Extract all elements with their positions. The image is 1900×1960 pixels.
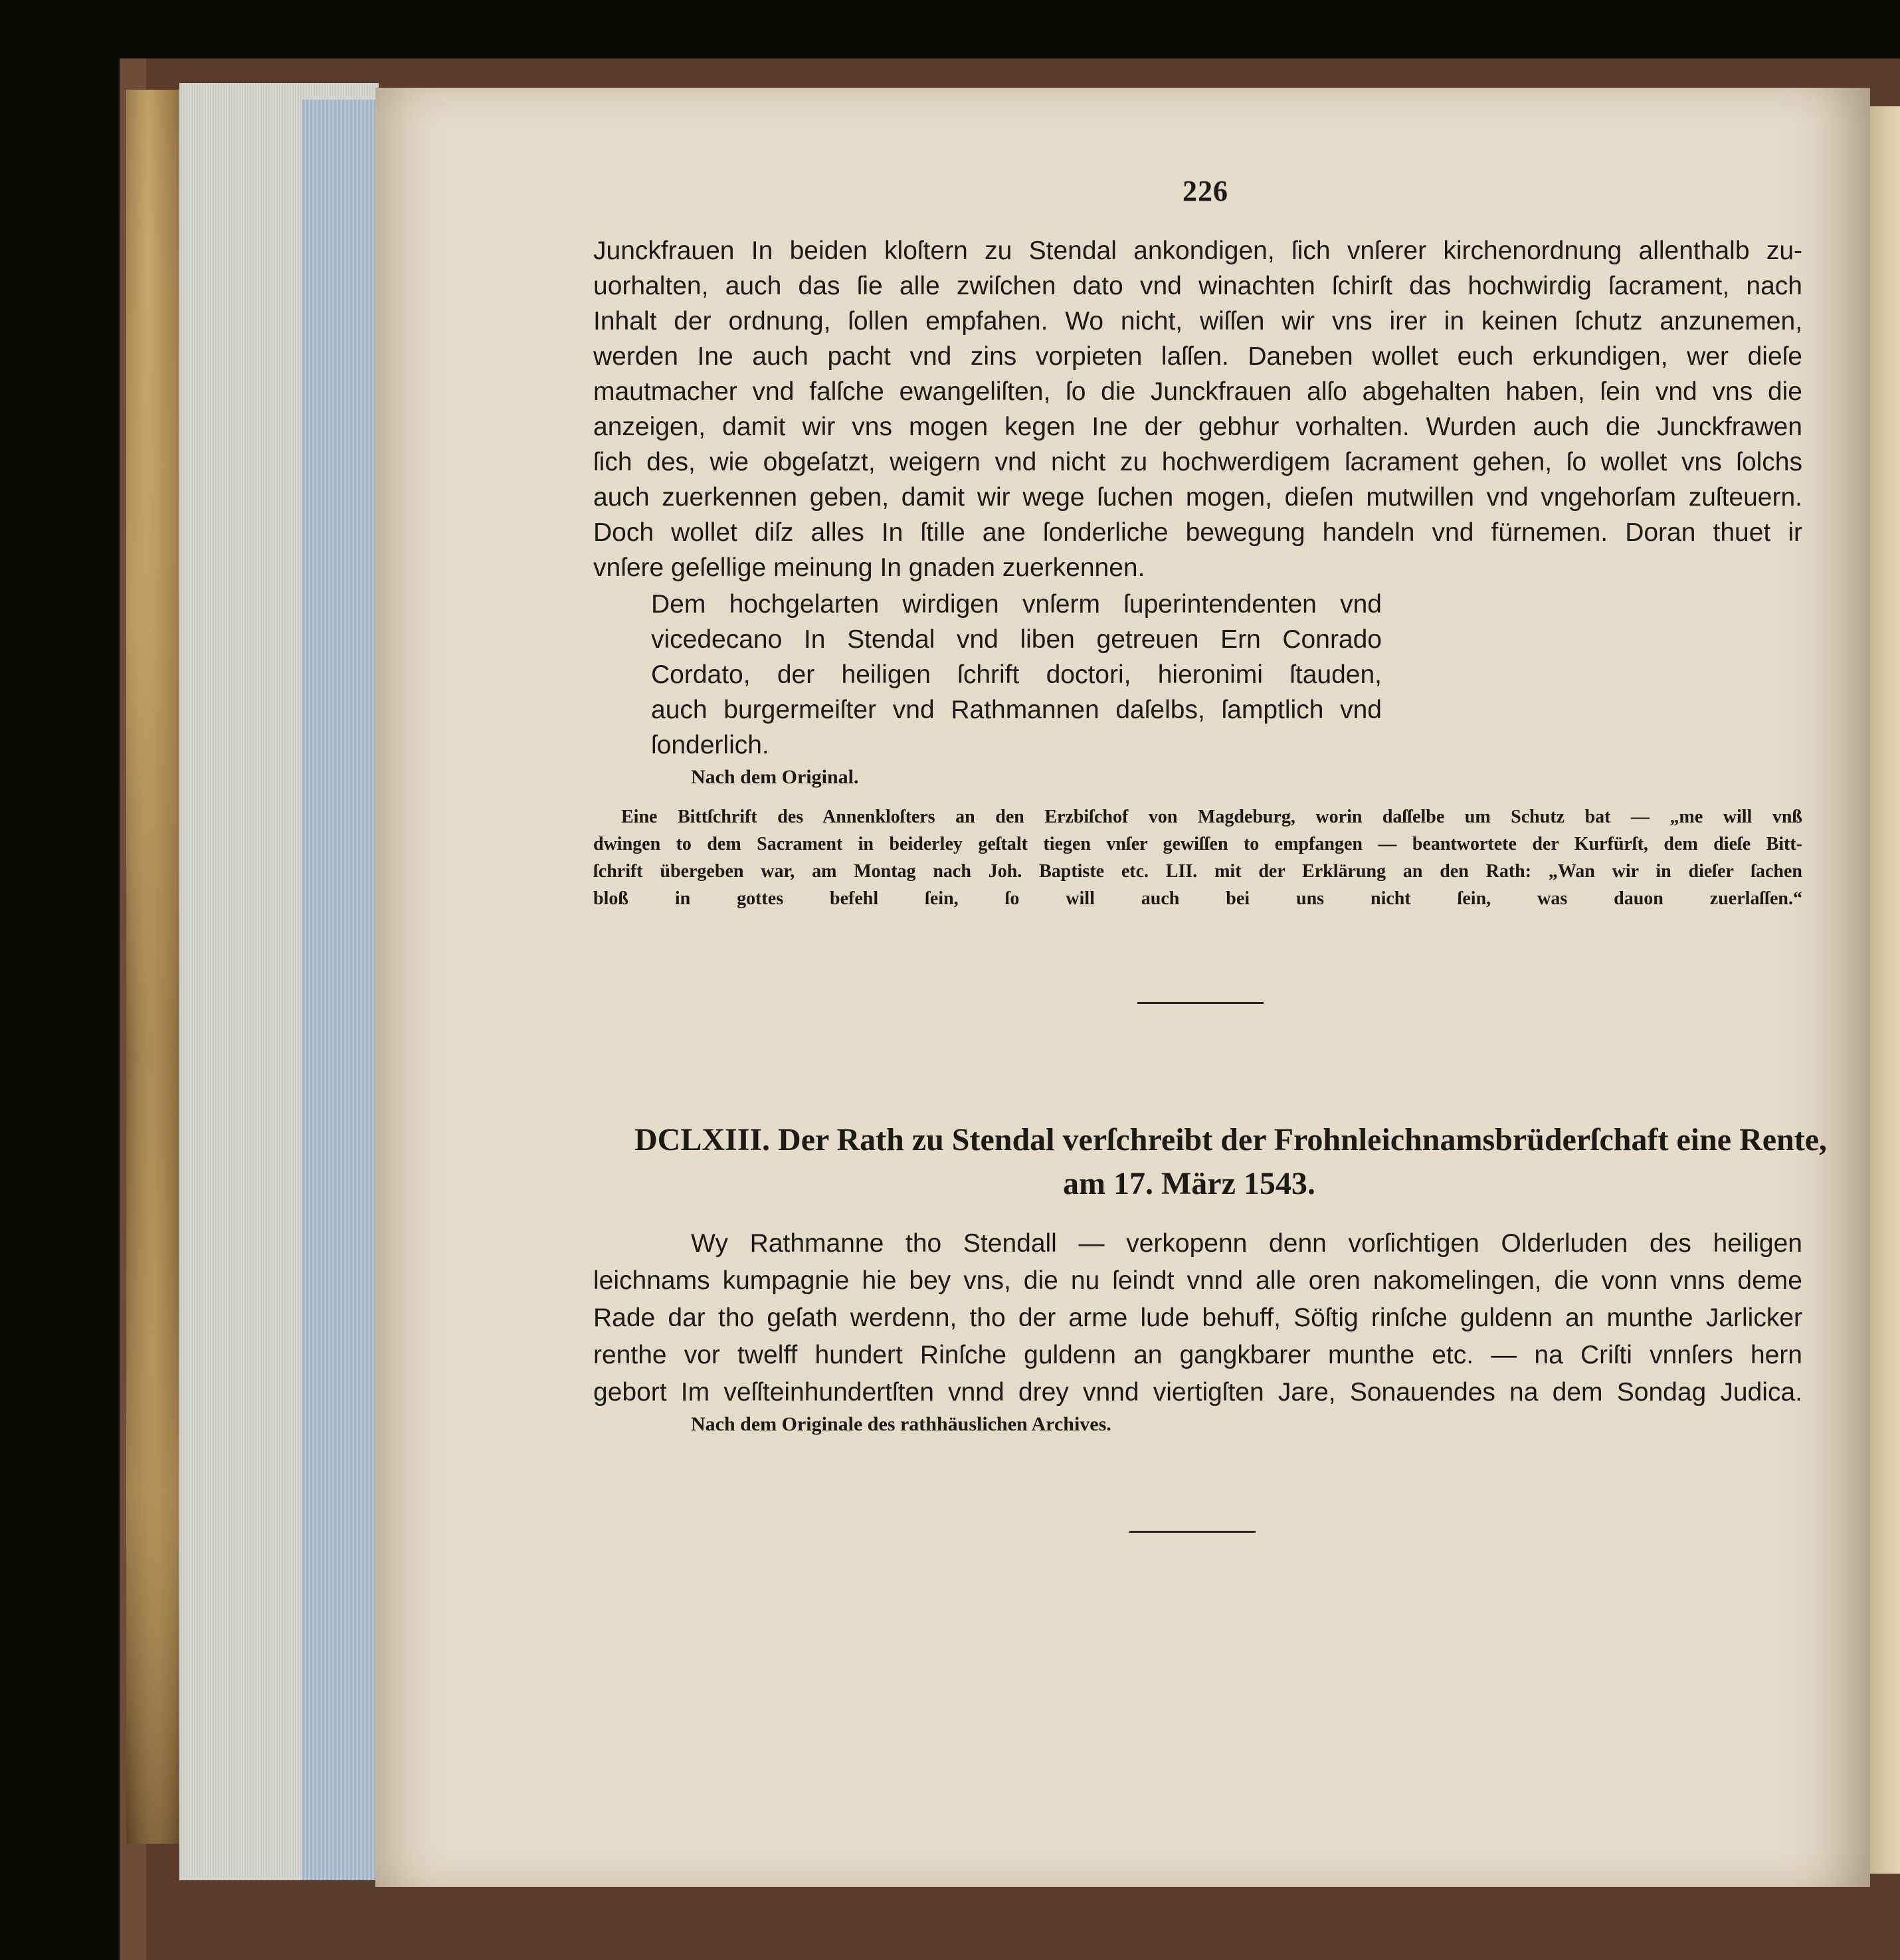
footnote-line: dwingen to dem Sacrament in beiderley geſtalt tiegen vnſer gewiſſen to empfangen — beantwortete der Kurfürſt, dem dieſe Bitt- [593,834,1802,854]
address-line: Cordato, der heiligen ſchrift doctori, hieronimi ſtauden, [651,660,1382,689]
address-line: Dem hochgelarten wirdigen vnſerm ſuperintendenten vnd [651,590,1382,619]
paragraph1-line: werden Ine auch pacht vnd zins vorpieten laſſen. Daneben wollet euch erkundigen, wer dieſe [593,342,1802,371]
section-divider [1137,1002,1264,1004]
document-heading-date: am 17. März 1543. [1063,1166,1315,1201]
paragraph1-line: Junckfrauen In beiden kloſtern zu Stendal ankondigen, ſich vnſerer kirchenordnung allenthalb zu- [593,237,1802,265]
source-note-original: Nach dem Original. [691,766,859,788]
paragraph2-line: leichnams kumpagnie hie bey vns, die nu ſeindt vnnd alle oren nakomelingen, die vonn vnns deme [593,1266,1802,1295]
address-line: ſonderlich. [651,731,769,759]
paragraph1-line: vnſere geſellige meinung In gnaden zuerkennen. [593,553,1145,582]
paragraph2-line: Wy Rathmanne tho Stendall — verkopenn denn vorſichtigen Olderluden des heiligen [691,1229,1802,1258]
footnote-line: bloß in gottes befehl ſein, ſo will auch bei uns nicht ſein, was dauon zuerlaſſen.“ [593,888,1802,909]
paragraph2-line: renthe vor twelff hundert Rinſche guldenn an gangkbarer munthe etc. — na Criſti vnnſers hern [593,1341,1802,1369]
paragraph1-line: anzeigen, damit wir vns mogen kegen Ine der gebhur vorhalten. Wurden auch die Junckfrawen [593,413,1802,441]
source-note-archive: Nach dem Originale des rathhäuslichen Archives. [691,1413,1111,1435]
paragraph1-line: uorhalten, auch das ſie alle zwiſchen dato vnd winachten ſchirſt das hochwirdig ſacrament, nach [593,272,1802,300]
paragraph2-line: gebort Im veſſteinhundertſten vnnd drey vnnd viertigſten Jare, Sonauendes na dem Sondag Judica. [593,1378,1802,1407]
page-edges-tinted [302,100,375,1880]
document-heading: DCLXIII. Der Rath zu Stendal verſchreibt der Frohnleichnamsbrüderſchaft eine Rente, [634,1122,1828,1157]
paragraph2-line: Rade dar tho geſath werdenn, tho der arme lude behuff, Söſtig rinſche guldenn an munthe Jarlicker [593,1304,1802,1332]
paragraph1-line: ſich des, wie obgeſatzt, weigern vnd nicht zu hochwerdigem ſacrament gehen, ſo wollet vns ſolchs [593,448,1802,476]
paragraph1-line: mautmacher vnd falſche ewangeliſten, ſo die Junckfrauen alſo abgehalten haben, ſein vnd vns die [593,377,1802,406]
end-divider [1129,1531,1256,1533]
page-number: 226 [1183,175,1228,207]
address-line: auch burgermeiſter vnd Rathmannen daſelbs, ſamptlich vnd [651,696,1382,724]
paragraph1-line: Inhalt der ordnung, ſollen empfahen. Wo nicht, wiſſen wir vns irer in keinen ſchutz anzunemen, [593,307,1802,336]
paragraph1-line: Doch wollet diſz alles In ſtille ane ſonderliche bewegung handeln vnd fürnemen. Doran thuet ir [593,518,1802,547]
footnote-line: ſchrift übergeben war, am Montag nach Joh. Baptiste etc. LII. mit der Erklärung an den Rath: „Wan wir in dieſer ſachen [593,861,1802,882]
address-line: vicedecano In Stendal vnd liben getreuen Ern Conrado [651,625,1382,654]
footnote-line: Eine Bittſchrift des Annenkloſters an den Erzbiſchof von Magdeburg, worin daſſelbe um Schutz bat — „me will vnß [621,807,1802,827]
paragraph1-line: auch zuerkennen geben, damit wir wege ſuchen mogen, dieſen mutwillen vnd vngehorſam zuſteuern. [593,483,1802,512]
facing-page-edge [1870,106,1900,1874]
